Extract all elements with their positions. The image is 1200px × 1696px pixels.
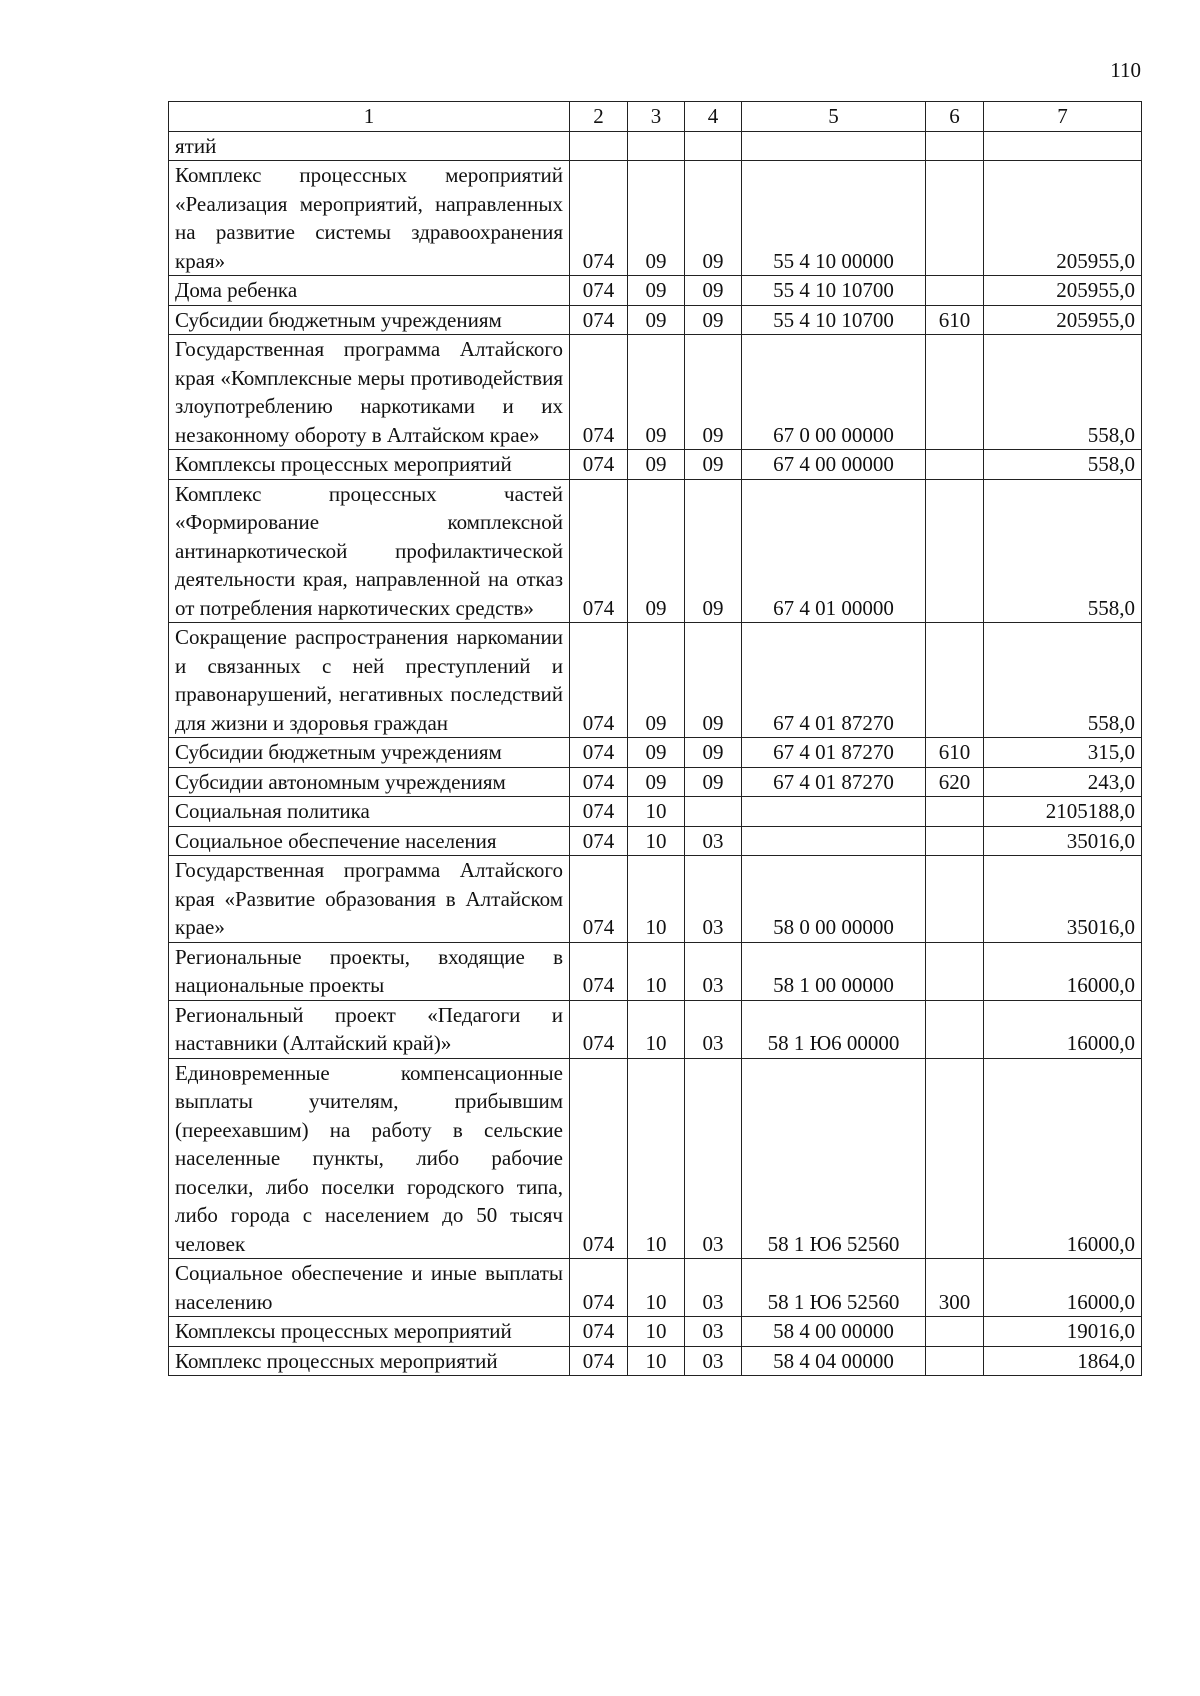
target-article-cell: 55 4 10 00000 (742, 161, 926, 276)
subsection-code-cell: 03 (685, 942, 742, 1000)
amount-cell: 243,0 (984, 767, 1142, 797)
chapter-code-cell: 074 (570, 942, 628, 1000)
target-article-cell: 58 1 Ю6 52560 (742, 1259, 926, 1317)
expense-type-cell (926, 131, 984, 161)
expense-type-cell (926, 479, 984, 623)
section-code-cell: 10 (628, 1058, 685, 1259)
header-cell: 2 (570, 102, 628, 132)
row-name-cell: Региональные проекты, входящие в национальные проекты (169, 942, 570, 1000)
row-name-cell: Социальное обеспечение и иные выплаты населению (169, 1259, 570, 1317)
target-article-cell: 58 0 00 00000 (742, 856, 926, 943)
chapter-code-cell: 074 (570, 738, 628, 768)
row-name-cell: Государственная программа Алтайского края «Комплексные меры противодействия злоупотреблению наркотиками и их незаконному обороту в Алтайском крае» (169, 335, 570, 450)
table-body (169, 131, 1142, 1376)
section-code-cell: 09 (628, 450, 685, 480)
amount-cell: 205955,0 (984, 161, 1142, 276)
subsection-code-cell: 03 (685, 1058, 742, 1259)
header-cell: 7 (984, 102, 1142, 132)
chapter-code-cell: 074 (570, 767, 628, 797)
section-code-cell: 10 (628, 826, 685, 856)
amount-cell: 1864,0 (984, 1346, 1142, 1376)
chapter-code-cell: 074 (570, 1259, 628, 1317)
table-row (169, 305, 1142, 335)
amount-cell: 205955,0 (984, 276, 1142, 306)
row-name-cell: Комплексы процессных мероприятий (169, 450, 570, 480)
expense-type-cell (926, 1317, 984, 1347)
target-article-cell: 67 0 00 00000 (742, 335, 926, 450)
table-row (169, 797, 1142, 827)
header-cell: 1 (169, 102, 570, 132)
expense-type-cell (926, 335, 984, 450)
section-code-cell: 10 (628, 942, 685, 1000)
table-row (169, 479, 1142, 623)
row-name-cell: Субсидии бюджетным учреждениям (169, 738, 570, 768)
amount-cell: 2105188,0 (984, 797, 1142, 827)
amount-cell: 16000,0 (984, 1058, 1142, 1259)
subsection-code-cell: 09 (685, 161, 742, 276)
expense-type-cell (926, 450, 984, 480)
row-name-cell: Государственная программа Алтайского края «Развитие образования в Алтайском крае» (169, 856, 570, 943)
row-name-cell: Дома ребенка (169, 276, 570, 306)
chapter-code-cell: 074 (570, 1058, 628, 1259)
amount-cell (984, 131, 1142, 161)
section-code-cell: 10 (628, 1317, 685, 1347)
target-article-cell (742, 826, 926, 856)
subsection-code-cell: 09 (685, 450, 742, 480)
amount-cell: 16000,0 (984, 942, 1142, 1000)
target-article-cell: 67 4 01 87270 (742, 767, 926, 797)
table-row (169, 942, 1142, 1000)
chapter-code-cell: 074 (570, 450, 628, 480)
section-code-cell: 09 (628, 305, 685, 335)
budget-table (168, 101, 1142, 1376)
expense-type-cell (926, 797, 984, 827)
amount-cell: 205955,0 (984, 305, 1142, 335)
row-name-cell: ятий (169, 131, 570, 161)
row-name-cell: Региональный проект «Педагоги и наставники (Алтайский край)» (169, 1000, 570, 1058)
chapter-code-cell: 074 (570, 1000, 628, 1058)
chapter-code-cell: 074 (570, 856, 628, 943)
target-article-cell (742, 131, 926, 161)
subsection-code-cell: 09 (685, 738, 742, 768)
section-code-cell: 09 (628, 335, 685, 450)
target-article-cell: 67 4 01 00000 (742, 479, 926, 623)
section-code-cell: 10 (628, 1346, 685, 1376)
row-name-cell: Единовременные компенсационные выплаты учителям, прибывшим (переехавшим) на работу в сельские населенные пункты, либо рабочие поселки, либо поселки городского типа, либо города с населением до 50 тысяч человек (169, 1058, 570, 1259)
chapter-code-cell: 074 (570, 161, 628, 276)
row-name-cell: Сокращение распространения наркомании и связанных с ней преступлений и правонарушений, негативных последствий для жизни и здоровья граждан (169, 623, 570, 738)
row-name-cell: Комплекс процессных мероприятий (169, 1346, 570, 1376)
table-row (169, 1058, 1142, 1259)
row-name-cell: Социальная политика (169, 797, 570, 827)
row-name-cell: Субсидии бюджетным учреждениям (169, 305, 570, 335)
table-row (169, 161, 1142, 276)
expense-type-cell: 610 (926, 738, 984, 768)
table-row (169, 623, 1142, 738)
subsection-code-cell: 03 (685, 826, 742, 856)
chapter-code-cell: 074 (570, 1317, 628, 1347)
page-number: 110 (1110, 58, 1141, 82)
target-article-cell: 55 4 10 10700 (742, 305, 926, 335)
target-article-cell: 67 4 01 87270 (742, 738, 926, 768)
section-code-cell: 10 (628, 797, 685, 827)
target-article-cell: 58 1 Ю6 00000 (742, 1000, 926, 1058)
subsection-code-cell: 09 (685, 335, 742, 450)
table-row (169, 738, 1142, 768)
amount-cell: 558,0 (984, 450, 1142, 480)
amount-cell: 35016,0 (984, 826, 1142, 856)
expense-type-cell (926, 1000, 984, 1058)
table-row (169, 826, 1142, 856)
subsection-code-cell: 09 (685, 623, 742, 738)
expense-type-cell (926, 942, 984, 1000)
subsection-code-cell: 03 (685, 1259, 742, 1317)
subsection-code-cell: 09 (685, 305, 742, 335)
header-cell: 6 (926, 102, 984, 132)
row-name-cell: Комплекс процессных мероприятий «Реализация мероприятий, направленных на развитие системы здравоохранения края» (169, 161, 570, 276)
section-code-cell: 09 (628, 276, 685, 306)
table-row (169, 1259, 1142, 1317)
subsection-code-cell: 09 (685, 479, 742, 623)
expense-type-cell: 300 (926, 1259, 984, 1317)
expense-type-cell (926, 856, 984, 943)
expense-type-cell (926, 826, 984, 856)
amount-cell: 558,0 (984, 479, 1142, 623)
target-article-cell: 58 4 04 00000 (742, 1346, 926, 1376)
row-name-cell: Субсидии автономным учреждениям (169, 767, 570, 797)
table-row (169, 767, 1142, 797)
chapter-code-cell: 074 (570, 623, 628, 738)
chapter-code-cell: 074 (570, 276, 628, 306)
subsection-code-cell: 09 (685, 276, 742, 306)
subsection-code-cell: 03 (685, 856, 742, 943)
target-article-cell: 58 1 Ю6 52560 (742, 1058, 926, 1259)
amount-cell: 35016,0 (984, 856, 1142, 943)
chapter-code-cell: 074 (570, 305, 628, 335)
header-cell: 4 (685, 102, 742, 132)
expense-type-cell (926, 623, 984, 738)
section-code-cell: 10 (628, 856, 685, 943)
amount-cell: 315,0 (984, 738, 1142, 768)
expense-type-cell (926, 276, 984, 306)
chapter-code-cell: 074 (570, 797, 628, 827)
amount-cell: 558,0 (984, 623, 1142, 738)
target-article-cell (742, 797, 926, 827)
amount-cell: 558,0 (984, 335, 1142, 450)
target-article-cell: 67 4 01 87270 (742, 623, 926, 738)
section-code-cell: 09 (628, 161, 685, 276)
subsection-code-cell: 03 (685, 1317, 742, 1347)
target-article-cell: 55 4 10 10700 (742, 276, 926, 306)
target-article-cell: 58 1 00 00000 (742, 942, 926, 1000)
expense-type-cell (926, 1346, 984, 1376)
amount-cell: 19016,0 (984, 1317, 1142, 1347)
row-name-cell: Социальное обеспечение населения (169, 826, 570, 856)
table-row (169, 1346, 1142, 1376)
amount-cell: 16000,0 (984, 1000, 1142, 1058)
chapter-code-cell: 074 (570, 335, 628, 450)
table-row (169, 131, 1142, 161)
subsection-code-cell: 03 (685, 1000, 742, 1058)
table-row (169, 1000, 1142, 1058)
chapter-code-cell: 074 (570, 479, 628, 623)
subsection-code-cell: 09 (685, 767, 742, 797)
section-code-cell: 09 (628, 738, 685, 768)
chapter-code-cell: 074 (570, 826, 628, 856)
section-code-cell (628, 131, 685, 161)
expense-type-cell (926, 1058, 984, 1259)
target-article-cell: 67 4 00 00000 (742, 450, 926, 480)
section-code-cell: 10 (628, 1000, 685, 1058)
target-article-cell: 58 4 00 00000 (742, 1317, 926, 1347)
section-code-cell: 09 (628, 767, 685, 797)
expense-type-cell: 610 (926, 305, 984, 335)
subsection-code-cell: 03 (685, 1346, 742, 1376)
section-code-cell: 10 (628, 1259, 685, 1317)
section-code-cell: 09 (628, 623, 685, 738)
chapter-code-cell: 074 (570, 1346, 628, 1376)
section-code-cell: 09 (628, 479, 685, 623)
row-name-cell: Комплекс процессных частей «Формирование комплексной антинаркотической профилактической деятельности края, направленной на отказ от потребления наркотических средств» (169, 479, 570, 623)
table-row (169, 1317, 1142, 1347)
header-cell: 5 (742, 102, 926, 132)
header-row (169, 102, 1142, 132)
expense-type-cell (926, 161, 984, 276)
table-row (169, 335, 1142, 450)
chapter-code-cell (570, 131, 628, 161)
table-row (169, 450, 1142, 480)
expense-type-cell: 620 (926, 767, 984, 797)
row-name-cell: Комплексы процессных мероприятий (169, 1317, 570, 1347)
table-row (169, 856, 1142, 943)
amount-cell: 16000,0 (984, 1259, 1142, 1317)
subsection-code-cell (685, 131, 742, 161)
subsection-code-cell (685, 797, 742, 827)
header-cell: 3 (628, 102, 685, 132)
table-row (169, 276, 1142, 306)
